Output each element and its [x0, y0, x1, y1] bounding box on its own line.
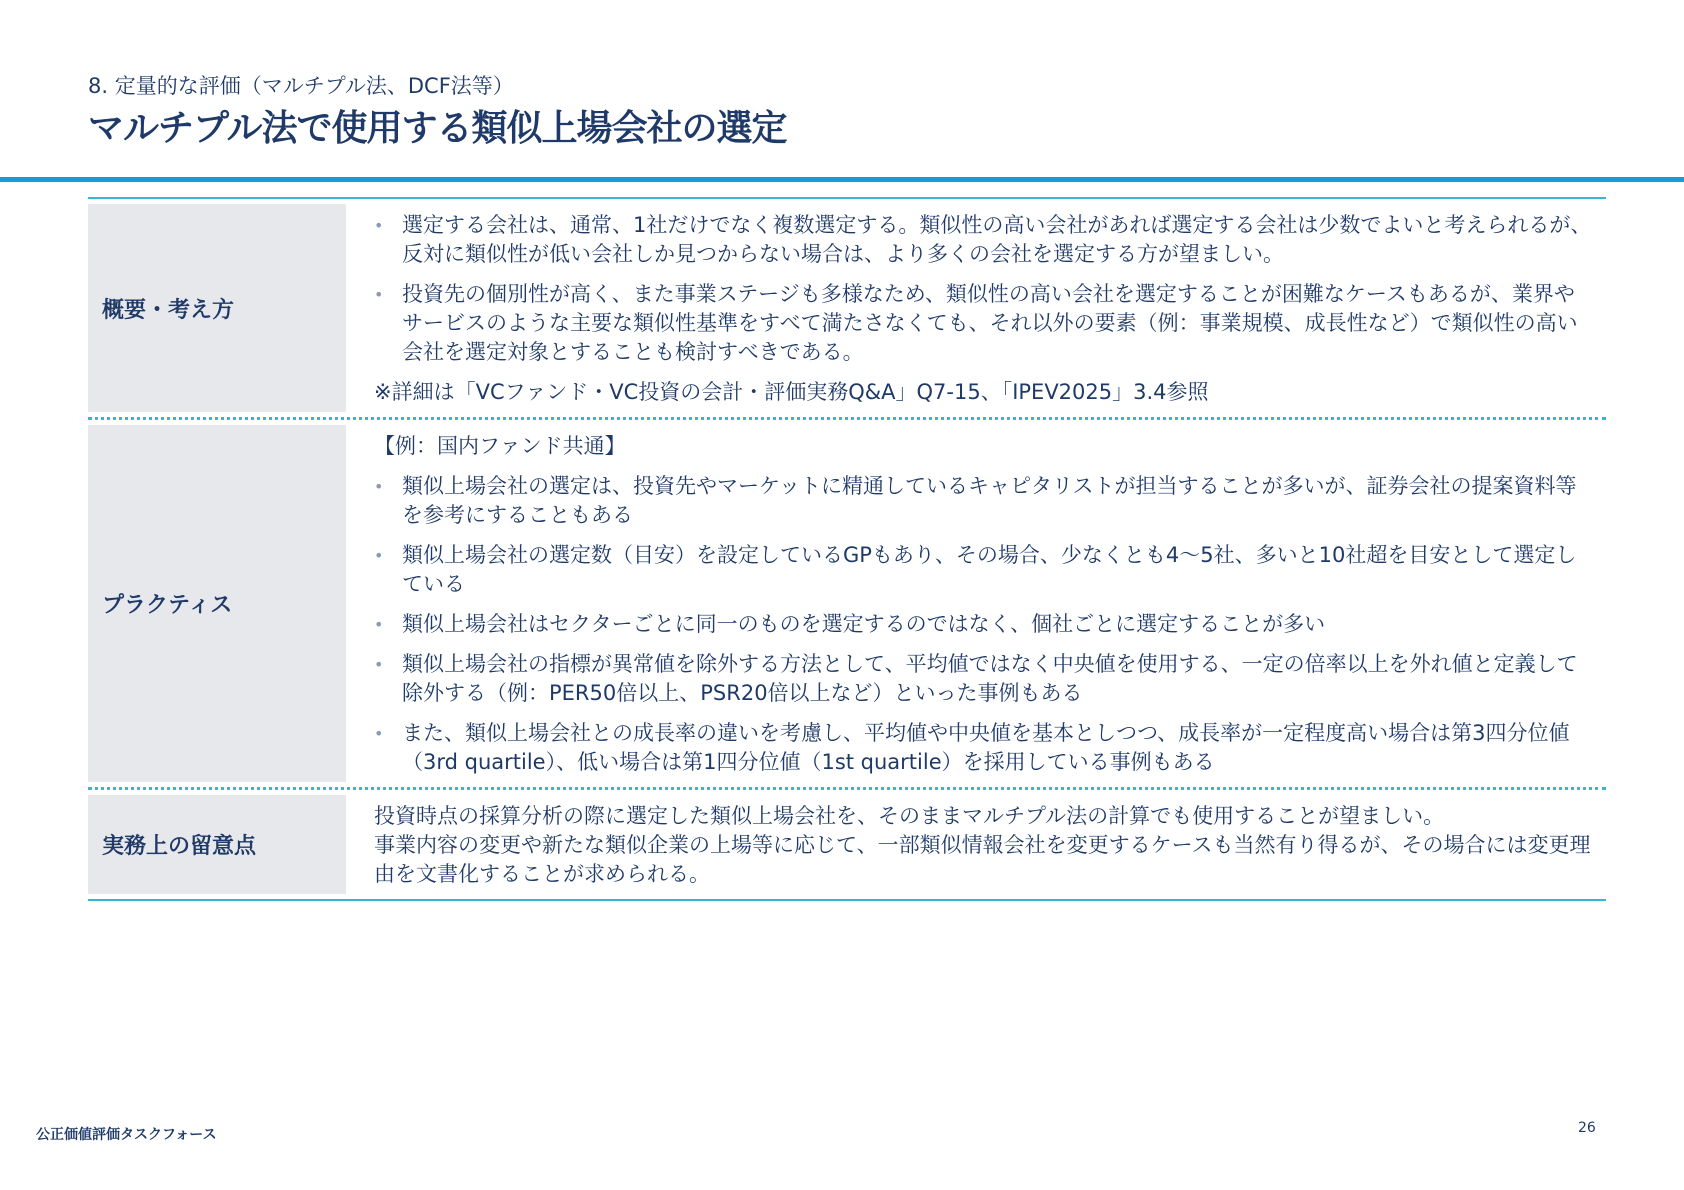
bullet-icon: • [374, 285, 384, 304]
list-item [374, 280, 1592, 367]
bullet-icon: • [374, 546, 384, 565]
row-content-notes [346, 790, 1606, 899]
bullet-icon: • [374, 216, 384, 235]
row-label-practice: プラクティス [88, 425, 346, 782]
list-item [374, 541, 1592, 599]
footer-organization: 公正価値評価タスクフォース [36, 1127, 217, 1143]
bullet-icon: • [374, 477, 384, 496]
list-item-text: 類似上場会社の指標が異常値を除外する方法として、平均値ではなく中央値を使用する、一定の倍率以上を外れ値と定義して除外する（例：PER50倍以上、PSR20倍以上など）といった事例もある [402, 652, 1578, 705]
table-row-notes [88, 787, 1606, 899]
list-item [374, 610, 1592, 639]
bullet-icon: • [374, 724, 384, 743]
list-item-text: 選定する会社は、通常、1社だけでなく複数選定する。類似性の高い会社があれば選定する会社は少数でよいと考えられるが、反対に類似性が低い会社しか見つからない場合は、より多くの会社を選定する方が望ましい。 [402, 213, 1592, 266]
page-title: マルチプル法で使用する類似上場会社の選定 [88, 108, 787, 149]
paragraph: 事業内容の変更や新たな類似企業の上場等に応じて、一部類似情報会社を変更するケースも当然有り得るが、その場合には変更理由を文書化することが求められる。 [374, 833, 1591, 886]
page-number: 26 [1578, 1120, 1596, 1136]
list-item [374, 719, 1592, 777]
reference-note: ※詳細は「VCファンド・VC投資の会計・評価実務Q&A」Q7-15、「IPEV2025」3.4参照 [374, 380, 1209, 404]
row-content-overview [346, 199, 1606, 417]
list-item [374, 211, 1592, 269]
list-item-text: 類似上場会社の選定は、投資先やマーケットに精通しているキャピタリストが担当することが多いが、証券会社の提案資料等を参考にすることもある [402, 474, 1577, 527]
list-item [374, 650, 1592, 708]
example-heading: 【例：国内ファンド共通】 [374, 434, 626, 458]
content-table [88, 197, 1606, 901]
row-content-practice [346, 420, 1606, 787]
list-item-text: 投資先の個別性が高く、また事業ステージも多様なため、類似性の高い会社を選定することが困難なケースもあるが、業界やサービスのような主要な類似性基準をすべて満たさなくても、それ以外の要素（例：事業規模、成長性など）で類似性の高い会社を選定対象とすることも検討すべきである。 [402, 282, 1578, 364]
title-divider [0, 177, 1684, 182]
table-row-overview [88, 199, 1606, 417]
row-label-overview: 概要・考え方 [88, 204, 346, 412]
paragraph: 投資時点の採算分析の際に選定した類似上場会社を、そのままマルチプル法の計算でも使用することが望ましい。 [374, 804, 1445, 828]
table-row-practice [88, 417, 1606, 787]
list-item-text: 類似上場会社はセクターごとに同一のものを選定するのではなく、個社ごとに選定することが多い [402, 612, 1326, 636]
list-item-text: 類似上場会社の選定数（目安）を設定しているGPもあり、その場合、少なくとも4～5社、多いと10社超を目安として選定している [402, 543, 1577, 596]
bullet-icon: • [374, 655, 384, 674]
bullet-icon: • [374, 615, 384, 634]
row-label-notes: 実務上の留意点 [88, 795, 346, 894]
list-item-text: また、類似上場会社との成長率の違いを考慮し、平均値や中央値を基本としつつ、成長率が一定程度高い場合は第3四分位値（3rd quartile）、低い場合は第1四分位値（1st quartile）を採用している事例もある [402, 721, 1570, 774]
list-item [374, 472, 1592, 530]
page-subtitle: 8. 定量的な評価（マルチプル法、DCF法等） [88, 74, 514, 98]
